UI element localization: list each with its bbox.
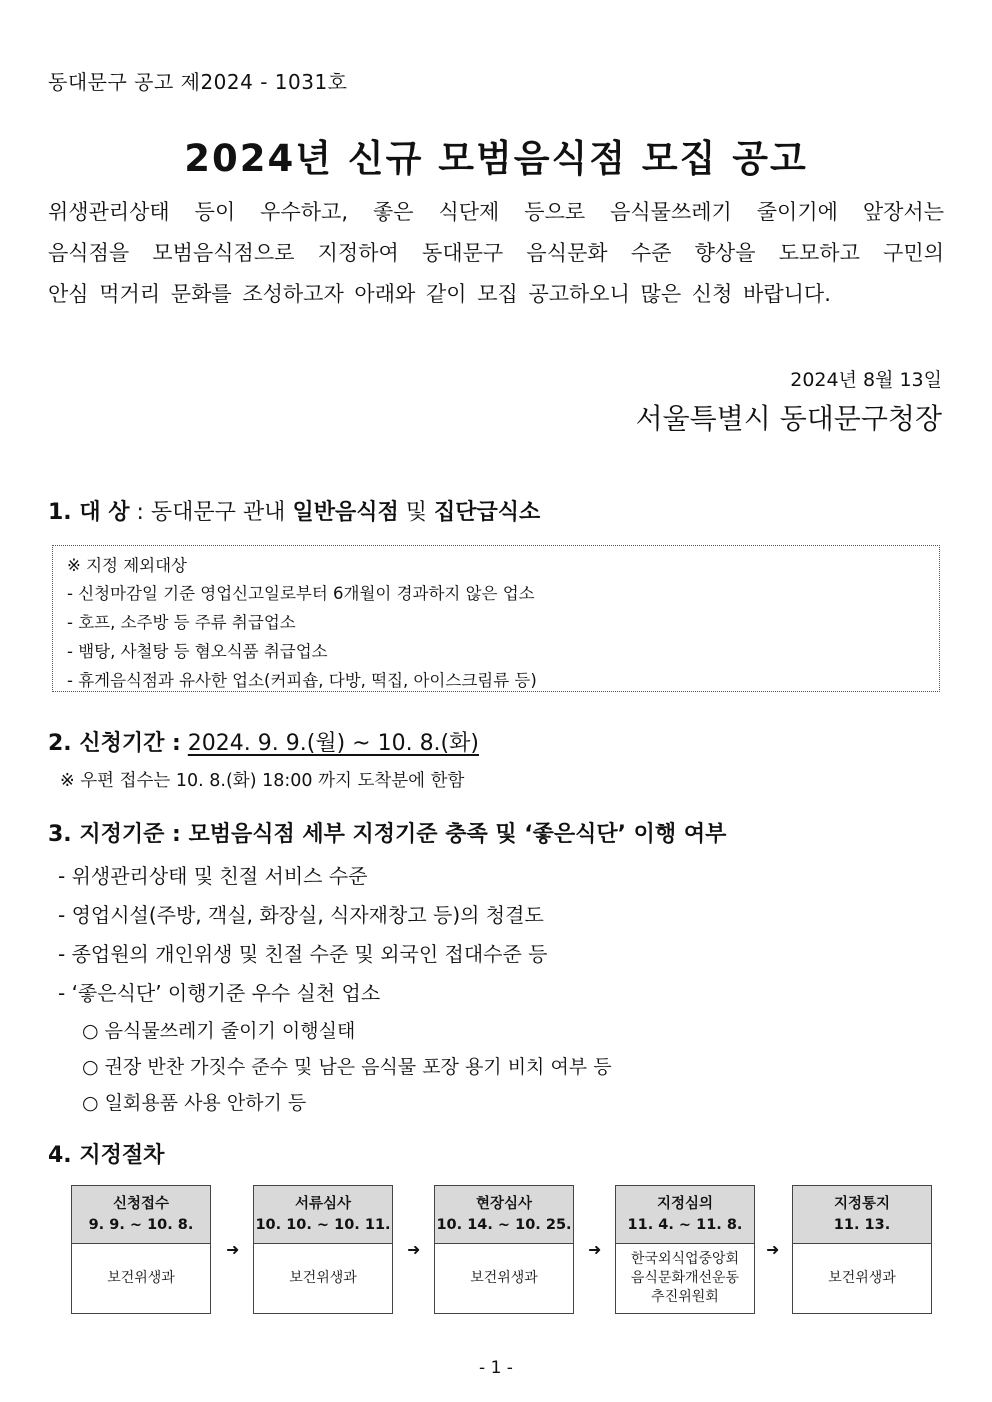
arrow-right-icon: ➜ <box>766 1240 780 1259</box>
criteria-sub-item: ○ 음식물쓰레기 줄이기 이행실태 <box>82 1020 356 1042</box>
intro-line: 안심 먹거리 문화를 조성하고자 아래와 같이 모집 공고하오니 많은 신청 바랍니다. <box>48 282 831 306</box>
step-name: 신청접수 <box>112 1196 170 1212</box>
criteria-item: - 영업시설(주방, 객실, 화장실, 식자재창고 등)의 청결도 <box>58 903 544 927</box>
step-name: 서류심사 <box>294 1196 352 1212</box>
section-label: 2. 신청기간 : <box>48 731 181 756</box>
arrow-right-icon: ➜ <box>407 1240 421 1259</box>
procedure-step-document-review <box>253 1185 393 1314</box>
notice-number: 동대문구 공고 제2024 - 1031호 <box>48 70 348 94</box>
section-label: 4. 지정절차 <box>48 1143 165 1168</box>
exclusion-item: - 뱀탕, 사철탕 등 혐오식품 취급업소 <box>67 642 328 661</box>
step-name: 현장심사 <box>475 1196 533 1212</box>
step-date: 10. 10. ~ 10. 11. <box>255 1217 391 1233</box>
intro-paragraph <box>48 192 944 315</box>
arrow-right-icon: ➜ <box>588 1240 602 1259</box>
section-colon: : <box>136 500 144 525</box>
exclusion-box <box>52 545 940 692</box>
exclusion-title: ※ 지정 제외대상 <box>67 556 187 575</box>
step-date: 9. 9. ~ 10. 8. <box>88 1217 194 1233</box>
section-criteria <box>48 817 726 848</box>
section-period <box>48 726 479 757</box>
step-department: 보건위생과 <box>107 1269 175 1286</box>
step-name: 지정통지 <box>833 1196 891 1212</box>
section-label: 3. 지정기준 : 모범음식점 세부 지정기준 충족 및 ‘좋은식단’ 이행 여부 <box>48 822 727 847</box>
mail-note: ※ 우편 접수는 10. 8.(화) 18:00 까지 도착분에 한함 <box>60 771 465 791</box>
exclusion-item: - 호프, 소주방 등 주류 취급업소 <box>67 613 296 632</box>
step-date: 11. 4. ~ 11. 8. <box>627 1217 743 1233</box>
section-label: 1. 대 상 <box>48 500 130 525</box>
step-department: 보건위생과 <box>289 1269 357 1286</box>
step-department: 보건위생과 <box>470 1269 538 1286</box>
procedure-step-site-review <box>434 1185 574 1314</box>
exclusion-item: - 휴게음식점과 유사한 업소(커피숍, 다방, 떡집, 아이스크림류 등) <box>67 671 537 690</box>
procedure-step-notification <box>792 1185 932 1314</box>
step-date: 10. 14. ~ 10. 25. <box>436 1217 572 1233</box>
exclusion-item: - 신청마감일 기준 영업신고일로부터 6개월이 경과하지 않은 업소 <box>67 584 535 603</box>
issuer-name: 서울특별시 동대문구청장 <box>635 402 942 435</box>
criteria-item: - 위생관리상태 및 친절 서비스 수준 <box>58 864 368 888</box>
target-group-catering: 집단급식소 <box>433 500 541 525</box>
step-department: 음식문화개선운동 <box>630 1269 740 1286</box>
application-period: 2024. 9. 9.(월) ~ 10. 8.(화) <box>187 731 479 756</box>
step-department: 보건위생과 <box>828 1269 896 1286</box>
step-name: 지정심의 <box>656 1196 714 1212</box>
criteria-sub-item: ○ 권장 반찬 가짓수 준수 및 남은 음식물 포장 용기 비치 여부 등 <box>82 1056 612 1078</box>
intro-line: 음식점을 모범음식점으로 지정하여 동대문구 음식문화 수준 향상을 도모하고 구민의 <box>48 241 944 265</box>
section-procedure <box>48 1138 164 1169</box>
target-prefix: 동대문구 관내 <box>150 500 286 525</box>
step-date: 11. 13. <box>833 1217 891 1233</box>
criteria-item: - 종업원의 개인위생 및 친절 수준 및 외국인 접대수준 등 <box>58 942 548 966</box>
page-title: 2024년 신규 모범음식점 모집 공고 <box>184 137 808 180</box>
intro-line: 위생관리상태 등이 우수하고, 좋은 식단제 등으로 음식물쓰레기 줄이기에 앞장서는 <box>48 200 944 224</box>
section-target <box>48 495 540 526</box>
step-department: 추진위원회 <box>651 1288 719 1305</box>
procedure-step-application <box>71 1185 211 1314</box>
page-number: - 1 - <box>479 1358 513 1378</box>
criteria-item: - ‘좋은식단’ 이행기준 우수 실천 업소 <box>58 981 381 1005</box>
step-department: 한국외식업중앙회 <box>630 1250 740 1267</box>
target-general-restaurant: 일반음식점 <box>292 500 399 525</box>
procedure-step-deliberation <box>615 1185 755 1314</box>
criteria-sub-item: ○ 일회용품 사용 안하기 등 <box>82 1092 307 1114</box>
notice-date: 2024년 8월 13일 <box>790 369 942 391</box>
target-conjunction: 및 <box>405 500 427 525</box>
arrow-right-icon: ➜ <box>226 1240 240 1259</box>
